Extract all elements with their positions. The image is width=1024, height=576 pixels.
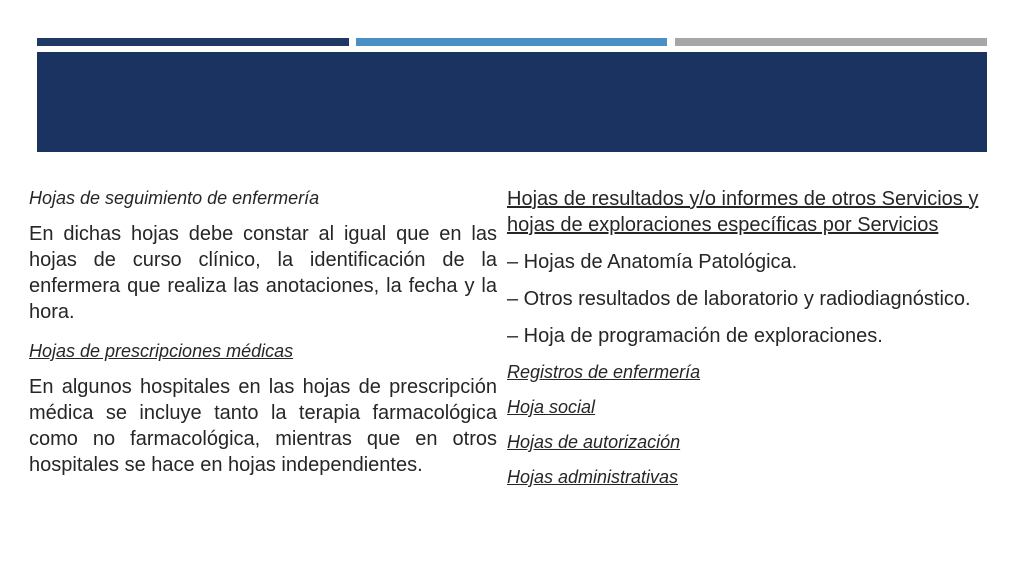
accent-bar-blue — [356, 38, 667, 46]
accent-bar-gray — [675, 38, 987, 46]
left-column — [29, 186, 497, 478]
list-item: – Hoja de programación de exploraciones. — [507, 325, 883, 347]
nursing-records-link[interactable]: Registros de enfermería — [507, 362, 701, 382]
authorization-sheets-link[interactable]: Hojas de autorización — [507, 432, 681, 452]
accent-bar-dark — [37, 38, 349, 46]
administrative-sheets-link[interactable]: Hojas administrativas — [507, 467, 679, 487]
list-item: – Otros resultados de laboratorio y radiodiagnóstico. — [507, 288, 971, 310]
results-heading: Hojas de resultados y/o informes de otros Servicios y hojas de exploraciones específicas por Servicios — [507, 188, 979, 236]
nursing-sheets-heading: Hojas de seguimiento de enfermería — [29, 188, 320, 208]
list-item: – Hojas de Anatomía Patológica. — [507, 251, 798, 273]
prescriptions-paragraph: En algunos hospitales en las hojas de prescripción médica se incluye tanto la terapia farmacológica como no farmacológica, mientras que en otros hospitales se hace en hojas independientes. — [29, 376, 497, 476]
title-band — [37, 52, 987, 152]
nursing-sheets-paragraph: En dichas hojas debe constar al igual que en las hojas de curso clínico, la identificación de la enfermera que realiza las anotaciones, la fecha y la hora. — [29, 223, 497, 323]
right-column — [507, 186, 997, 489]
social-sheet-link[interactable]: Hoja social — [507, 397, 596, 417]
prescriptions-heading: Hojas de prescripciones médicas — [29, 341, 294, 361]
